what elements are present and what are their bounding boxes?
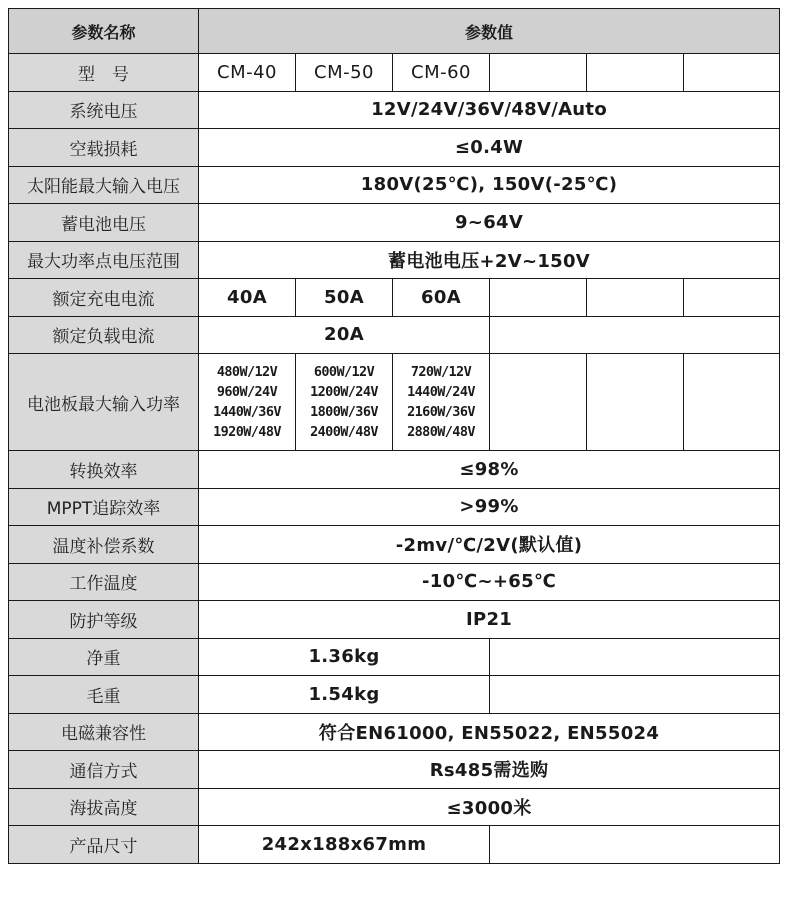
- charge-current-cell: 40A: [199, 279, 296, 317]
- row-emc: [9, 713, 780, 751]
- empty-cell: [684, 279, 780, 317]
- row-label: 转换效率: [9, 451, 199, 489]
- row-max-pv-voltage: [9, 166, 780, 204]
- row-label: 海拔高度: [9, 788, 199, 826]
- row-communication: [9, 751, 780, 789]
- pv-power-line: 2160W/36V: [407, 404, 475, 420]
- header-row: [9, 9, 780, 54]
- row-value: 180V(25℃), 150V(-25℃): [199, 166, 780, 204]
- row-label: 额定充电电流: [9, 279, 199, 317]
- row-value: -2mv/℃/2V(默认值): [199, 526, 780, 564]
- row-temp-compensation: [9, 526, 780, 564]
- row-label: 型 号: [9, 54, 199, 92]
- pv-power-line: 1800W/36V: [310, 404, 378, 420]
- row-value: 242x188x67mm: [199, 826, 490, 864]
- empty-cell: [490, 316, 780, 354]
- empty-cell: [490, 826, 780, 864]
- charge-current-cell: 50A: [296, 279, 393, 317]
- empty-cell: [490, 54, 587, 92]
- row-conversion-efficiency: [9, 451, 780, 489]
- row-mppt-efficiency: [9, 488, 780, 526]
- row-label: 净重: [9, 638, 199, 676]
- row-mppt-range: [9, 241, 780, 279]
- row-value: ≤3000米: [199, 788, 780, 826]
- model-cell: CM-60: [393, 54, 490, 92]
- row-battery-voltage: [9, 204, 780, 242]
- header-name: 参数名称: [9, 9, 199, 54]
- row-system-voltage: [9, 91, 780, 129]
- row-label: 温度补偿系数: [9, 526, 199, 564]
- model-cell: CM-50: [296, 54, 393, 92]
- row-label: 产品尺寸: [9, 826, 199, 864]
- row-dimensions: [9, 826, 780, 864]
- empty-cell: [684, 354, 780, 451]
- pv-power-line: 2400W/48V: [310, 424, 378, 440]
- row-load-current: [9, 316, 780, 354]
- row-altitude: [9, 788, 780, 826]
- row-label: 空载损耗: [9, 129, 199, 167]
- pv-power-line: 720W/12V: [410, 364, 472, 380]
- pv-power-line: 1440W/36V: [213, 404, 281, 420]
- pv-power-line: 1200W/24V: [310, 384, 378, 400]
- row-value: 20A: [199, 316, 490, 354]
- pv-power-cell: [393, 354, 490, 451]
- row-label: 防护等级: [9, 601, 199, 639]
- empty-cell: [490, 279, 587, 317]
- row-value: Rs485需选购: [199, 751, 780, 789]
- row-model: [9, 54, 780, 92]
- pv-power-line: 1920W/48V: [213, 424, 281, 440]
- empty-cell: [587, 279, 684, 317]
- empty-cell: [490, 354, 587, 451]
- row-no-load-loss: [9, 129, 780, 167]
- row-value: 1.36kg: [199, 638, 490, 676]
- row-value: IP21: [199, 601, 780, 639]
- model-cell: CM-40: [199, 54, 296, 92]
- row-max-pv-power: [9, 354, 780, 451]
- row-value: 9~64V: [199, 204, 780, 242]
- row-label: 工作温度: [9, 563, 199, 601]
- empty-cell: [684, 54, 780, 92]
- pv-power-cell: [199, 354, 296, 451]
- spec-table: [8, 8, 780, 864]
- row-operating-temp: [9, 563, 780, 601]
- row-value: 1.54kg: [199, 676, 490, 714]
- pv-power-line: 2880W/48V: [407, 424, 475, 440]
- row-label: 电池板最大输入功率: [9, 354, 199, 451]
- charge-current-cell: 60A: [393, 279, 490, 317]
- row-label: 蓄电池电压: [9, 204, 199, 242]
- row-label: 最大功率点电压范围: [9, 241, 199, 279]
- pv-power-line: 1440W/24V: [407, 384, 475, 400]
- row-label: 系统电压: [9, 91, 199, 129]
- empty-cell: [587, 54, 684, 92]
- header-value: 参数值: [199, 9, 780, 54]
- empty-cell: [490, 676, 780, 714]
- row-value: 蓄电池电压+2V~150V: [199, 241, 780, 279]
- row-value: ≤0.4W: [199, 129, 780, 167]
- row-label: 毛重: [9, 676, 199, 714]
- row-label: 电磁兼容性: [9, 713, 199, 751]
- row-value: -10℃~+65℃: [199, 563, 780, 601]
- row-charge-current: [9, 279, 780, 317]
- pv-power-cell: [296, 354, 393, 451]
- row-label: 通信方式: [9, 751, 199, 789]
- empty-cell: [587, 354, 684, 451]
- row-label: MPPT追踪效率: [9, 488, 199, 526]
- pv-power-line: 960W/24V: [216, 384, 278, 400]
- row-protection: [9, 601, 780, 639]
- row-gross-weight: [9, 676, 780, 714]
- pv-power-line: 480W/12V: [216, 364, 278, 380]
- row-net-weight: [9, 638, 780, 676]
- row-value: 符合EN61000, EN55022, EN55024: [199, 713, 780, 751]
- row-label: 额定负载电流: [9, 316, 199, 354]
- pv-power-line: 600W/12V: [313, 364, 375, 380]
- row-label: 太阳能最大输入电压: [9, 166, 199, 204]
- row-value: 12V/24V/36V/48V/Auto: [199, 91, 780, 129]
- empty-cell: [490, 638, 780, 676]
- row-value: >99%: [199, 488, 780, 526]
- row-value: ≤98%: [199, 451, 780, 489]
